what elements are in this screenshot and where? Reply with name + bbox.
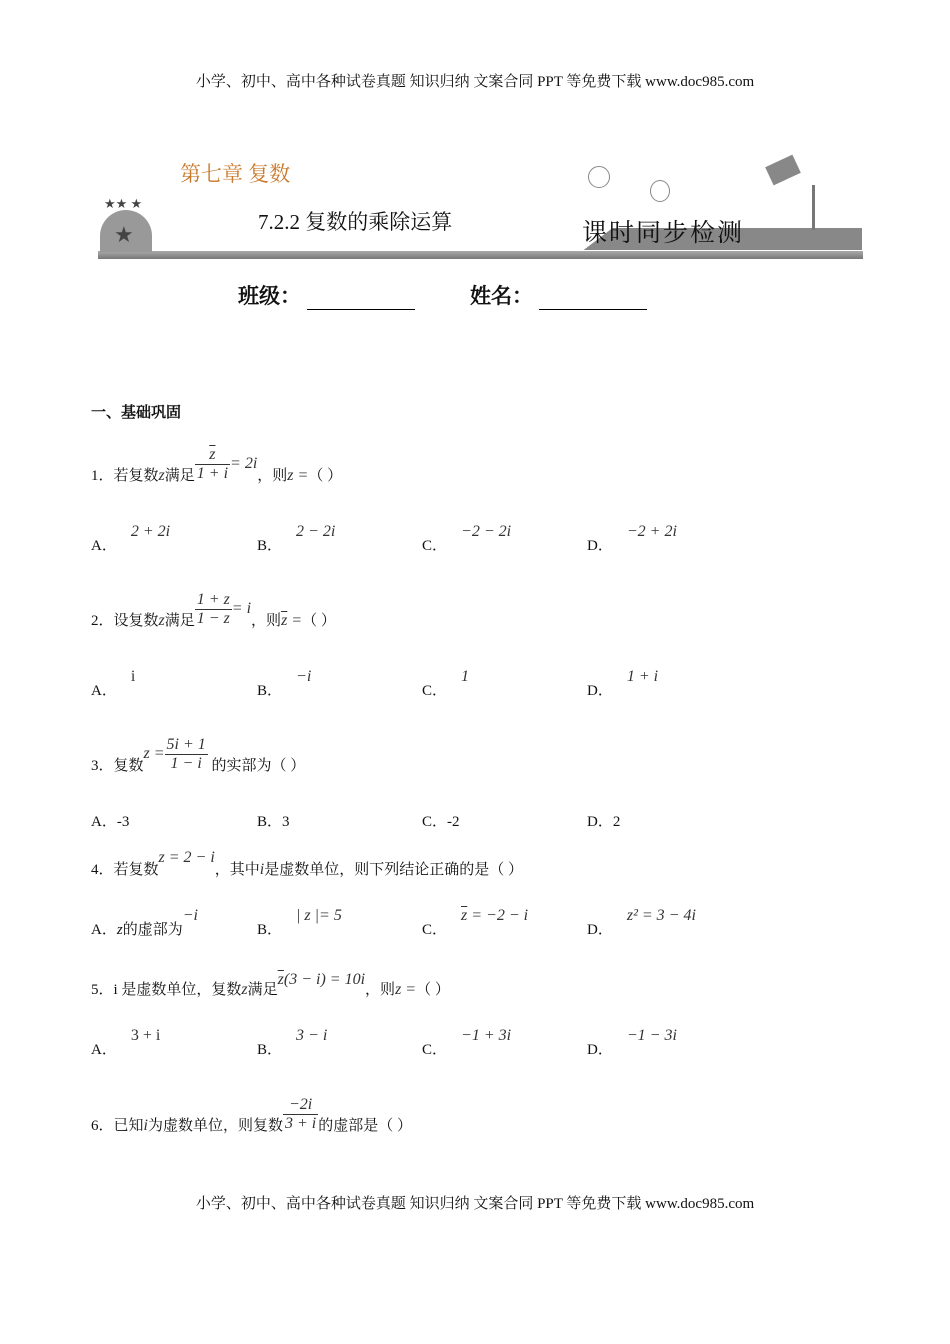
q-text: （ ） <box>302 612 336 629</box>
header-watermark: 小学、初中、高中各种试卷真题 知识归纳 文案合同 PPT 等免费下载 www.doc985.com <box>195 74 755 90</box>
option-d[interactable] <box>587 523 677 555</box>
denominator: 3 + i <box>284 1115 317 1132</box>
option-a[interactable] <box>91 523 171 555</box>
question-4 <box>91 849 524 879</box>
lesson-title: 7.2.2 复数的乘除运算 <box>258 210 453 234</box>
math: = <box>287 611 303 629</box>
numerator: 5i + 1 <box>166 736 206 753</box>
option-value: 3 − i <box>296 1027 328 1044</box>
option-b[interactable] <box>257 907 342 939</box>
option-label: A． <box>91 922 117 938</box>
option-value: -2 <box>447 814 460 830</box>
question-3 <box>91 736 306 785</box>
math: = 2i <box>230 454 258 472</box>
fraction <box>195 591 232 628</box>
section-title: 一、基础巩固 <box>91 403 182 421</box>
q-text: 满足 <box>247 982 278 998</box>
option-b[interactable] <box>257 1027 328 1059</box>
q-text: 6．已知 <box>91 1117 144 1134</box>
math: i <box>143 1116 148 1134</box>
option-value: 1 + i <box>626 668 659 685</box>
denominator: 1 + i <box>196 465 229 482</box>
math: (3 − i) = 10i <box>283 971 366 988</box>
option-value: $\overline{z}$ <box>461 907 468 924</box>
option-value: −i <box>296 668 312 685</box>
numerator: 1 + z <box>196 591 230 608</box>
question-2 <box>91 591 336 640</box>
option-d[interactable] <box>587 668 659 700</box>
option-value: 2 <box>612 814 621 830</box>
option-label: B． <box>257 538 283 554</box>
name-label: 姓名： <box>470 284 533 308</box>
option-c[interactable] <box>422 810 460 831</box>
option-label: A． <box>91 538 117 554</box>
option-value: i <box>130 668 136 685</box>
option-label: D． <box>587 922 613 938</box>
class-field <box>238 280 415 310</box>
class-blank[interactable] <box>307 289 415 310</box>
numerator: $\overline{z}$ <box>195 446 230 465</box>
option-value: 3 + i <box>130 1027 161 1044</box>
star-badge-icon: ★ <box>100 210 152 252</box>
option-b[interactable] <box>257 523 336 555</box>
math: $\overline{z}$ <box>277 971 284 988</box>
math: z = <box>287 466 309 484</box>
option-value: 3 <box>282 814 290 830</box>
denominator: 1 − i <box>170 755 202 772</box>
name-field <box>470 280 647 310</box>
q-text: ，则 <box>251 612 282 629</box>
option-c[interactable] <box>422 523 512 555</box>
q-text: 3．复数 <box>91 757 144 774</box>
option-value: −2 − 2i <box>461 523 512 540</box>
q-text: （ ） <box>308 467 343 484</box>
option-label: C． <box>422 814 448 830</box>
option-label: B． <box>257 1042 283 1058</box>
q-text: ，则 <box>365 982 396 998</box>
option-b[interactable] <box>257 810 290 831</box>
option-value: -3 <box>116 814 130 830</box>
option-value: z² = 3 − 4i <box>626 907 696 924</box>
name-blank[interactable] <box>539 289 647 310</box>
q-text: 2．设复数 <box>91 612 159 629</box>
q-text: （ ） <box>416 982 450 998</box>
option-label: A． <box>91 683 117 699</box>
option-label: C． <box>422 922 448 938</box>
fraction <box>195 446 230 483</box>
numerator: −2i <box>283 1096 318 1115</box>
q-text: 为虚数单位，则复数 <box>147 1117 283 1134</box>
option-d[interactable] <box>587 1027 677 1059</box>
q-text: 5．i 是虚数单位，复数 <box>91 982 242 998</box>
footer-watermark: 小学、初中、高中各种试卷真题 知识归纳 文案合同 PPT 等免费下载 www.doc985.com <box>195 1196 755 1212</box>
option-label: B． <box>257 922 283 938</box>
bubble-icon <box>650 180 670 202</box>
math: $\overline{z}$ <box>281 611 288 629</box>
option-a[interactable] <box>91 1027 161 1059</box>
math: z = <box>143 744 165 762</box>
q-text: 的实部为（ ） <box>211 757 306 774</box>
fraction <box>165 736 208 773</box>
option-b[interactable] <box>257 668 312 700</box>
math: z <box>158 611 165 629</box>
option-label: A． <box>91 814 117 830</box>
option-label: D． <box>587 814 613 830</box>
q-text: 的虚部是（ ） <box>318 1117 412 1134</box>
math: z = 2 − i <box>158 849 215 866</box>
option-label: D． <box>587 538 613 554</box>
lamp-icon <box>765 155 801 186</box>
option-value: 2 + 2i <box>130 523 171 540</box>
stars-icon: ★★ ★ <box>104 196 143 211</box>
option-a[interactable] <box>91 668 136 700</box>
option-c[interactable] <box>422 1027 512 1059</box>
option-d[interactable] <box>587 907 696 939</box>
option-a[interactable] <box>91 810 129 831</box>
option-label: C． <box>422 1042 448 1058</box>
option-value: 1 <box>461 668 470 685</box>
question-6 <box>91 1096 412 1145</box>
q-text: 1．若复数 <box>91 467 159 484</box>
math: = i <box>231 599 252 617</box>
option-label: B． <box>257 814 283 830</box>
option-value: −i <box>182 907 198 924</box>
option-label: B． <box>257 683 283 699</box>
option-text: 的虚部为 <box>122 922 183 938</box>
option-c[interactable] <box>422 668 470 700</box>
bubble-icon <box>588 166 610 188</box>
math: z <box>158 466 165 484</box>
question-5 <box>91 971 450 999</box>
q-text: 是虚数单位，则下列结论正确的是（ ） <box>264 862 524 878</box>
option-label: A． <box>91 1042 117 1058</box>
option-label: D． <box>587 1042 613 1058</box>
option-a[interactable] <box>91 907 198 939</box>
lamp-stand <box>812 185 815 230</box>
chapter-title: 第七章 复数 <box>180 162 291 186</box>
option-label: D． <box>587 683 613 699</box>
banner-bar <box>98 251 863 259</box>
option-value: = −2 − i <box>467 907 529 924</box>
question-1 <box>91 446 343 495</box>
option-label: C． <box>422 683 448 699</box>
option-value: 2 − 2i <box>296 523 336 540</box>
denominator: 1 − z <box>196 610 230 627</box>
math: i <box>259 861 265 878</box>
math: z <box>241 981 248 998</box>
class-label: 班级： <box>238 284 301 308</box>
q-text: 满足 <box>164 467 195 484</box>
option-value: −1 − 3i <box>626 1027 677 1044</box>
option-value: | z |= 5 <box>296 907 342 924</box>
option-c[interactable] <box>422 907 529 939</box>
option-value: −1 + 3i <box>461 1027 512 1044</box>
option-value: −2 + 2i <box>626 523 677 540</box>
q-text: 满足 <box>164 612 195 629</box>
q-text: ，则 <box>257 467 288 484</box>
math: z <box>116 922 123 938</box>
q-text: ，其中 <box>214 862 260 878</box>
option-label: C． <box>422 538 448 554</box>
brand-title: 课时同步检测 <box>582 218 745 247</box>
math: z = <box>395 981 417 998</box>
fraction <box>283 1096 318 1133</box>
option-d[interactable] <box>587 810 620 831</box>
q-text: 4．若复数 <box>91 862 159 878</box>
